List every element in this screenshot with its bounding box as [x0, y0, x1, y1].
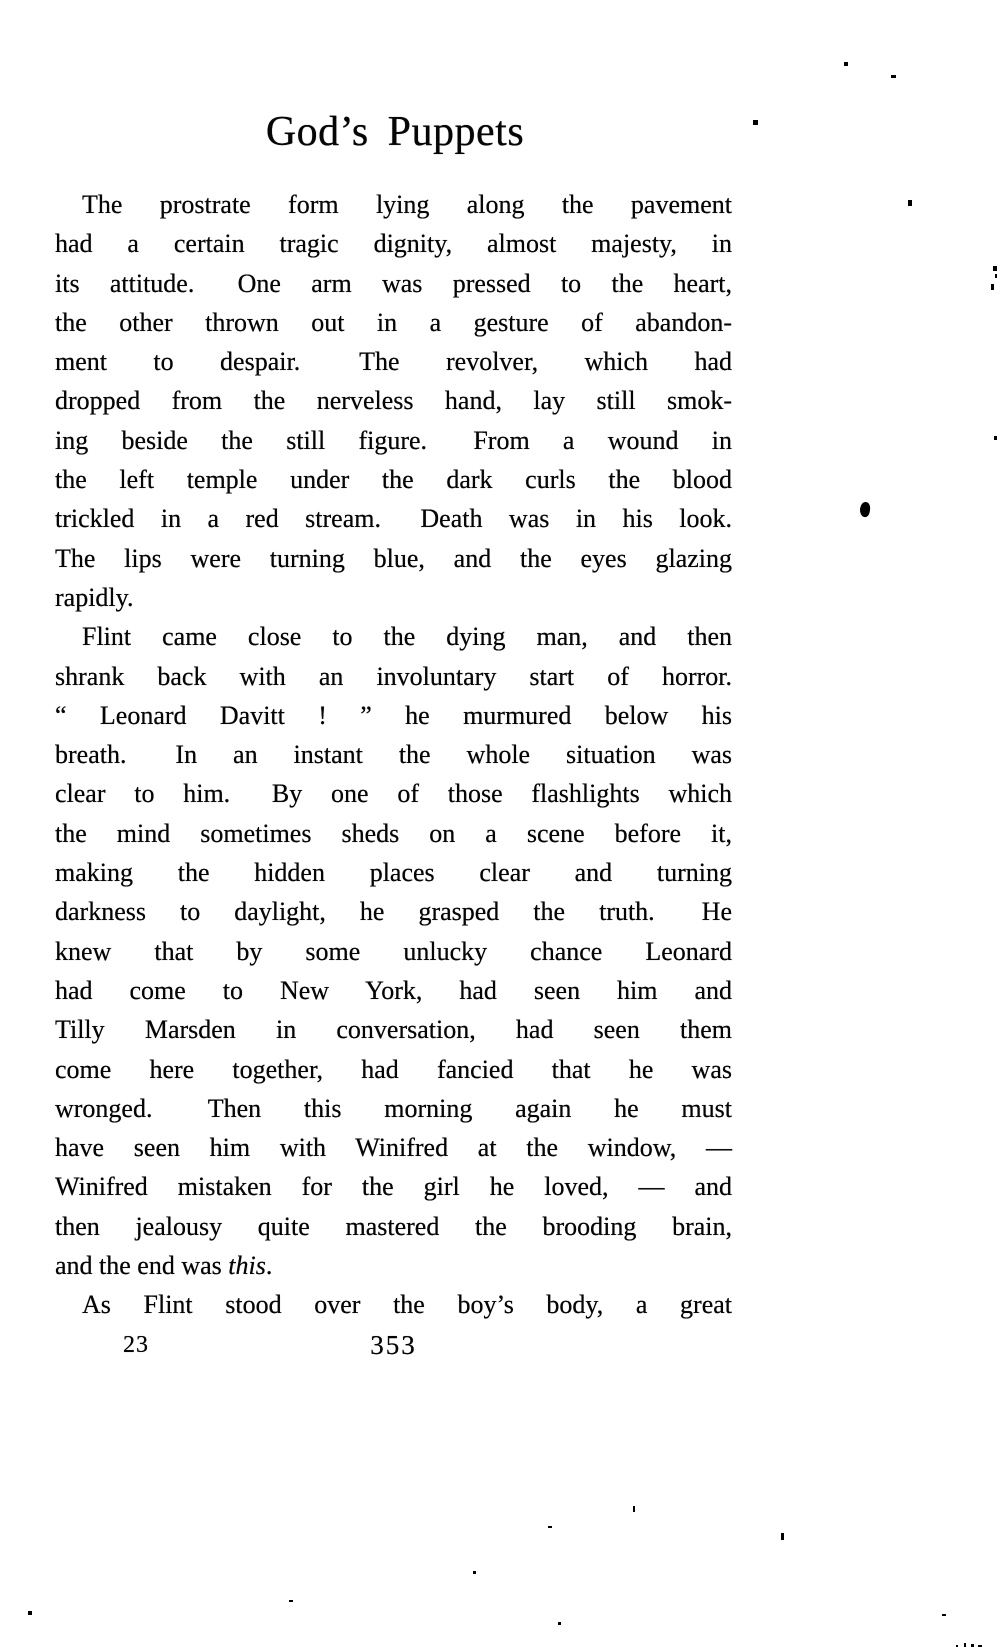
text-segment: trickled in a red stream. Death was in his look.: [55, 504, 732, 534]
text-segment: shrank back with an involuntary start of horror.: [55, 661, 732, 691]
signature-mark: 23: [123, 1332, 149, 1358]
text-segment: rapidly.: [55, 582, 134, 612]
text-segment: Winifred mistaken for the girl he loved, — and: [55, 1172, 732, 1202]
text-segment: dropped from the nerveless hand, lay still smok-: [55, 386, 732, 416]
scan-speck: [964, 1643, 966, 1647]
scan-speck: [28, 1611, 32, 1615]
text-segment: “ Leonard Davitt ! ” he murmured below his: [55, 700, 732, 730]
scan-speck: [995, 274, 997, 278]
text-line: [55, 578, 732, 617]
text-segment: had come to New York, had seen him and: [55, 975, 732, 1005]
text-line: [55, 539, 732, 578]
text-line: [55, 1128, 732, 1167]
text-segment: breath. In an instant the whole situation was: [55, 740, 732, 770]
page-footer: [55, 1330, 732, 1372]
text-line: [55, 1285, 732, 1324]
text-segment: Tilly Marsden in conversation, had seen them: [55, 1015, 732, 1045]
scan-speck: [289, 1600, 293, 1602]
text-line: [55, 971, 732, 1010]
scan-speck: [891, 75, 896, 78]
scan-speck: [781, 1533, 784, 1540]
text-segment: The prostrate form lying along the pavement: [82, 190, 732, 219]
text-line: [55, 1207, 732, 1246]
text-line: [55, 774, 732, 813]
text-line: [55, 342, 732, 381]
scan-speck: [908, 200, 912, 206]
text-line: [55, 1010, 732, 1049]
scan-speck: [753, 120, 758, 125]
text-line: [55, 814, 732, 853]
scan-blob: [859, 501, 871, 517]
text-segment: As Flint stood over the boy’s body, a great: [82, 1290, 732, 1320]
italic-text: this: [228, 1251, 266, 1281]
text-segment: come here together, had fancied that he was: [55, 1054, 732, 1084]
scan-speck: [844, 62, 848, 66]
text-line: [55, 735, 732, 774]
text-line: [55, 1050, 732, 1089]
text-segment: wronged. Then this morning again he must: [55, 1093, 732, 1123]
scan-speck: [993, 266, 997, 271]
scan-speck: [558, 1622, 561, 1625]
text-segment: had a certain tragic dignity, almost majesty, in: [55, 229, 732, 259]
text-segment: making the hidden places clear and turning: [55, 858, 732, 888]
text-line: [55, 264, 732, 303]
text-segment: ment to despair. The revolver, which had: [55, 347, 732, 377]
scan-speck: [991, 284, 994, 290]
text-line: [55, 1167, 732, 1206]
text-segment: its attitude. One arm was pressed to the heart,: [55, 268, 732, 298]
text-segment: ing beside the still figure. From a wound in: [55, 425, 732, 455]
scan-speck: [548, 1526, 552, 1528]
page-number: 353: [370, 1330, 417, 1360]
text-line: [55, 1246, 732, 1285]
text-segment: then jealousy quite mastered the brooding brain,: [55, 1211, 732, 1241]
scan-speck: [633, 1506, 635, 1512]
text-line: [55, 460, 732, 499]
text-segment: the mind sometimes sheds on a scene before it,: [55, 818, 732, 848]
text-line: [55, 1089, 732, 1128]
text-line: [55, 421, 732, 460]
text-line: [55, 303, 732, 342]
text-line: [55, 696, 732, 735]
text-segment: clear to him. By one of those flashlights which: [55, 779, 732, 809]
text-segment: .: [265, 1251, 273, 1281]
text-segment: have seen him with Winifred at the window, —: [55, 1133, 732, 1163]
scan-speck: [994, 436, 997, 440]
text-line: [55, 499, 732, 538]
text-segment: knew that by some unlucky chance Leonard: [55, 936, 732, 966]
body-text: [55, 185, 732, 1325]
text-segment: the left temple under the dark curls the blood: [55, 465, 732, 495]
scan-speck: [473, 1571, 476, 1574]
text-line: [55, 224, 732, 263]
text-line: [55, 657, 732, 696]
page-title: God’s Puppets: [265, 109, 525, 155]
text-line: [55, 932, 732, 971]
text-segment: darkness to daylight, he grasped the truth. He: [55, 897, 732, 927]
text-segment: Flint came close to the dying man, and then: [82, 622, 732, 652]
text-line: [55, 617, 732, 656]
text-segment: and the end was: [55, 1251, 229, 1281]
text-segment: The lips were turning blue, and the eyes glazing: [55, 543, 732, 573]
text-line: [55, 892, 732, 931]
text-line: [55, 853, 732, 892]
text-line: [55, 185, 732, 224]
text-line: [55, 381, 732, 420]
text-segment: the other thrown out in a gesture of abandon-: [55, 307, 732, 337]
scan-speck: [942, 1614, 946, 1616]
